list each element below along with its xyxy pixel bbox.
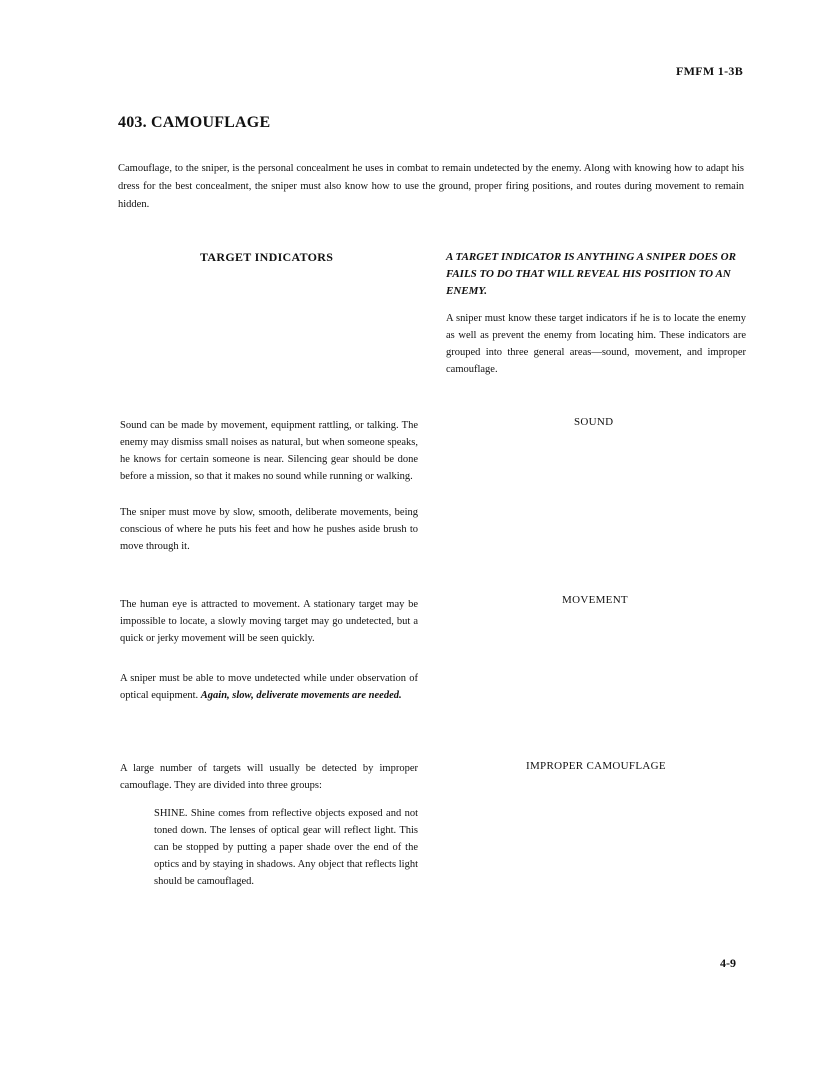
- movement-paragraph-2-emphasis: Again, slow, deliverate movements are needed.: [200, 690, 402, 701]
- improper-camouflage-heading: IMPROPER CAMOUFLAGE: [526, 760, 666, 772]
- section-intro: Camouflage, to the sniper, is the personal concealment he uses in combat to remain undetected by the enemy. Along with knowing how to adapt his dress for the best concealment, the sniper must also know how to use the ground, proper firing positions, and routes during movement to remain hidden.: [118, 163, 744, 210]
- section-title: 403. CAMOUFLAGE: [118, 114, 271, 131]
- improper-camouflage-paragraph: A large number of targets will usually be detected by improper camouflage. They are divided into three groups:: [120, 763, 418, 791]
- movement-paragraph-2-text: A sniper must be able to move undetected while under observation of optical equipment.: [120, 673, 418, 701]
- target-indicator-definition: A TARGET INDICATOR IS ANYTHING A SNIPER DOES OR FAILS TO DO THAT WILL REVEAL HIS POSITION TO AN ENEMY.: [446, 251, 736, 297]
- sound-paragraph-1: Sound can be made by movement, equipment rattling, or talking. The enemy may dismiss small noises as natural, but when someone speaks, he knows for certain someone is near. Silencing gear should be done before a mission, so that it makes no sound while running or walking.: [120, 420, 418, 482]
- shine-paragraph: SHINE. Shine comes from reflective objects exposed and not toned down. The lenses of optical gear will reflect light. This can be stopped by putting a paper shade over the end of the optics and by staying in shadows. Any object that reflects light should be camouflaged.: [154, 808, 418, 887]
- target-indicators-heading: TARGET INDICATORS: [200, 250, 334, 264]
- page-number: 4-9: [720, 956, 736, 970]
- movement-paragraph-2: [120, 670, 418, 704]
- sound-paragraph-2: The sniper must move by slow, smooth, deliberate movements, being conscious of where he puts his feet and how he pushes aside brush to move through it.: [120, 507, 418, 552]
- movement-paragraph-1: The human eye is attracted to movement. A stationary target may be impossible to locate, a slowly moving target may go undetected, but a quick or jerky movement will be seen quickly.: [120, 599, 418, 644]
- sound-heading: SOUND: [574, 416, 614, 428]
- document-id: FMFM 1-3B: [676, 64, 744, 78]
- movement-heading: MOVEMENT: [562, 594, 628, 606]
- target-indicators-body: A sniper must know these target indicators if he is to locate the enemy as well as prevent the enemy from locating him. These indicators are grouped into three general areas—sound, movement, and improper camouflage.: [446, 313, 746, 375]
